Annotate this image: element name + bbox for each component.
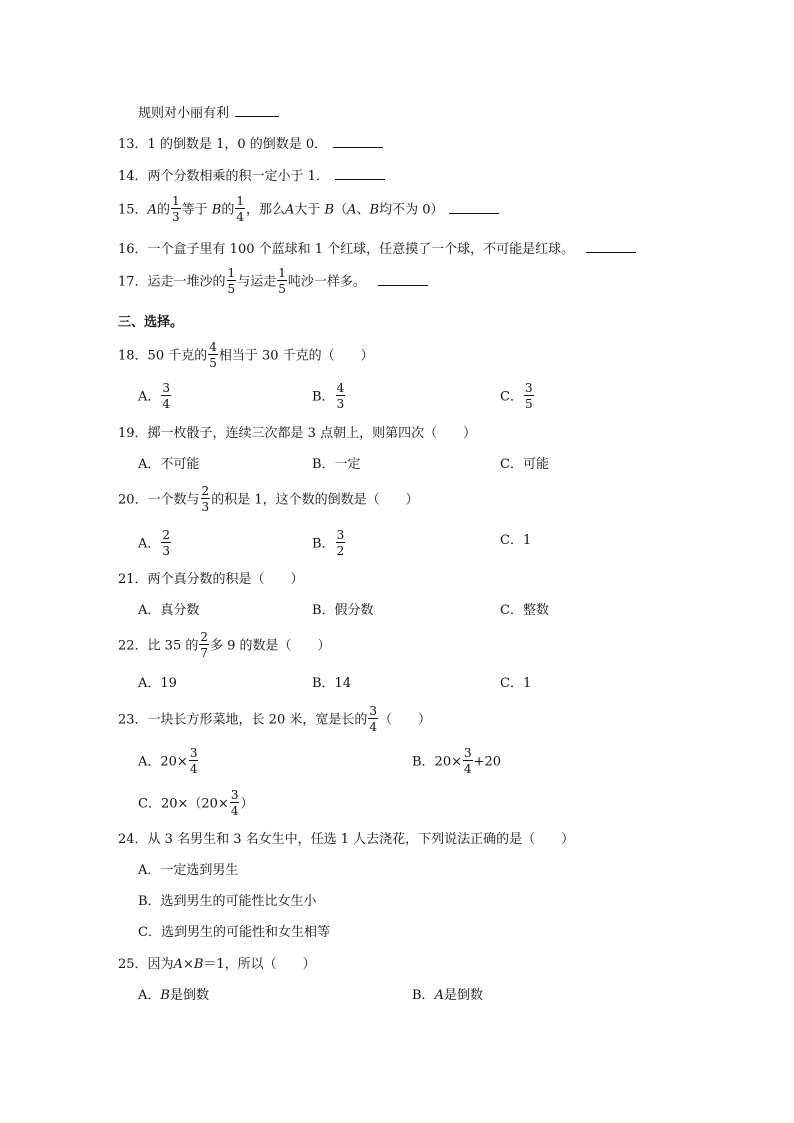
text: 与运走: [237, 274, 277, 290]
text: 均不为 0）: [379, 202, 444, 218]
text: ，那么: [245, 202, 285, 218]
question-text: 14．两个分数相乘的积一定小于 1．: [118, 169, 329, 184]
option-b[interactable]: B．假分数: [312, 603, 374, 618]
answer-blank[interactable]: [586, 238, 636, 253]
option-c[interactable]: [138, 788, 254, 818]
denominator: 5: [209, 356, 217, 370]
option-a[interactable]: [138, 985, 209, 1007]
question-18: [118, 342, 374, 370]
text: 大于: [294, 202, 321, 218]
option-a[interactable]: A．19: [138, 676, 177, 691]
variable-a: A: [173, 957, 183, 972]
question-20: [118, 486, 419, 514]
text: 吨沙一样多。: [287, 274, 366, 290]
question-14: [118, 165, 385, 185]
option-c[interactable]: C．1: [500, 533, 532, 548]
denominator: 4: [230, 804, 239, 818]
question-text: 规则对小丽有利: [138, 106, 230, 121]
fraction: [524, 382, 534, 410]
numerator: 3: [162, 381, 171, 395]
text: ×: [182, 957, 194, 972]
variable-b: B: [160, 988, 170, 1003]
question-text: 24．从 3 名男生和 3 名女生中，任选 1 人去浇花，下列说法正确的是（ ）: [118, 832, 575, 847]
question-number: 15．: [118, 202, 148, 218]
option-label: B．: [412, 988, 435, 1003]
fraction: [161, 382, 171, 410]
question-12-tail: [138, 102, 279, 122]
option-a[interactable]: A．真分数: [138, 603, 200, 618]
text: 的: [156, 202, 170, 218]
question-text: 18．50 千克的: [118, 348, 208, 364]
numerator: 1: [227, 266, 236, 280]
fraction: [227, 267, 237, 295]
variable-a: A: [284, 202, 295, 218]
answer-blank[interactable]: [378, 271, 428, 286]
option-b[interactable]: [412, 985, 483, 1007]
denominator: 4: [236, 210, 244, 224]
option-label: A．: [138, 389, 161, 405]
option-a[interactable]: [138, 528, 172, 558]
numerator: 4: [209, 340, 217, 354]
denominator: 7: [200, 646, 208, 660]
option-b[interactable]: [312, 381, 346, 411]
answer-blank[interactable]: [449, 199, 499, 214]
answer-blank[interactable]: [333, 133, 383, 148]
numerator: 1: [171, 194, 180, 208]
question-text: 22．比 35 的: [118, 638, 199, 654]
denominator: 3: [162, 544, 171, 558]
variable-a: A: [347, 202, 357, 218]
option-c[interactable]: C．1: [500, 676, 532, 691]
question-24: [118, 830, 574, 850]
denominator: 5: [278, 282, 286, 296]
text: 的: [221, 202, 235, 218]
option-label: B．: [312, 536, 335, 552]
text: +20: [473, 754, 502, 770]
answer-blank[interactable]: [235, 102, 279, 117]
option-c[interactable]: C．可能: [500, 457, 549, 472]
denominator: 3: [201, 500, 210, 514]
text: （ ）: [379, 712, 432, 728]
question-text: 16．一个盒子里有 100 个蓝球和 1 个红球，任意摸了一个球，不可能是红球。: [118, 242, 575, 257]
option-label: B．20×: [412, 754, 462, 770]
option-label: B．: [312, 389, 335, 405]
text: 是倒数: [443, 988, 483, 1003]
numerator: 3: [464, 746, 472, 760]
numerator: 3: [369, 704, 377, 718]
question-22: [118, 632, 331, 660]
question-19: [118, 424, 476, 444]
numerator: 3: [336, 528, 345, 542]
denominator: 3: [336, 397, 345, 411]
numerator: 2: [200, 630, 208, 644]
denominator: 4: [464, 762, 472, 776]
option-a[interactable]: [138, 381, 172, 411]
text: 是倒数: [169, 988, 209, 1003]
question-21: [118, 570, 304, 590]
option-b[interactable]: B．14: [312, 676, 352, 691]
option-b[interactable]: [412, 746, 502, 776]
fraction: [230, 789, 240, 817]
numerator: 1: [236, 194, 244, 208]
variable-b: B: [211, 202, 222, 218]
question-text: 23．一块长方形菜地，长 20 米，宽是长的: [118, 712, 368, 728]
question-text: 25．因为: [118, 957, 174, 972]
question-15: [118, 196, 499, 224]
denominator: 4: [369, 720, 377, 734]
numerator: 3: [189, 746, 198, 760]
variable-b: B: [193, 957, 204, 972]
question-23: [118, 706, 431, 734]
question-text: 20．一个数与: [118, 492, 200, 508]
text: 多 9 的数是（ ）: [210, 638, 331, 654]
question-13: [118, 133, 383, 153]
fraction: [463, 747, 473, 775]
option-a[interactable]: [138, 746, 199, 776]
numerator: 2: [201, 484, 210, 498]
option-c[interactable]: C．整数: [500, 603, 549, 618]
text: 的积是 1，这个数的倒数是（ ）: [211, 492, 419, 508]
fraction: [161, 529, 171, 557]
numerator: 3: [524, 381, 533, 395]
fraction: [368, 705, 378, 733]
option-a[interactable]: A．一定选到男生: [138, 863, 239, 878]
denominator: 4: [162, 397, 171, 411]
question-text: 13．1 的倒数是 1，0 的倒数是 0．: [118, 137, 328, 152]
question-text: 21．两个真分数的积是（ ）: [118, 572, 304, 587]
option-a[interactable]: A．不可能: [138, 457, 200, 472]
option-c[interactable]: [500, 381, 535, 411]
variable-a: A: [147, 202, 157, 218]
option-b[interactable]: B．选到男生的可能性比女生小: [138, 894, 317, 909]
fraction: [336, 529, 346, 557]
denominator: 3: [171, 210, 180, 224]
denominator: 5: [227, 282, 236, 296]
text: （: [334, 202, 348, 218]
fraction: [336, 382, 346, 410]
variable-a: A: [434, 988, 444, 1003]
text: ＝1，所以（ ）: [203, 957, 316, 972]
fraction: [277, 267, 287, 295]
question-17: [118, 268, 428, 296]
option-label: A．: [138, 536, 161, 552]
fraction: [199, 631, 209, 659]
text: 等于: [181, 202, 208, 218]
option-label: A．20×: [138, 754, 188, 770]
option-b[interactable]: [312, 528, 346, 558]
question-25: [118, 955, 316, 975]
fraction: [201, 485, 211, 513]
fraction: [208, 341, 218, 369]
option-label: A．: [138, 988, 161, 1003]
option-label: C．: [500, 389, 523, 405]
numerator: 4: [336, 381, 345, 395]
numerator: 2: [162, 528, 171, 542]
option-label: C．20×（20×: [138, 796, 229, 812]
numerator: 3: [230, 788, 239, 802]
text: 、: [356, 202, 370, 218]
denominator: 5: [524, 397, 533, 411]
fraction: [235, 195, 245, 223]
section-heading: 三、选择。: [118, 315, 184, 330]
fraction: [189, 747, 199, 775]
variable-b: B: [369, 202, 380, 218]
answer-blank[interactable]: [335, 165, 385, 180]
variable-b: B: [324, 202, 335, 218]
question-16: [118, 238, 636, 258]
denominator: 2: [336, 544, 345, 558]
option-c[interactable]: C．选到男生的可能性和女生相等: [138, 925, 330, 940]
text: ）: [240, 796, 254, 812]
denominator: 4: [189, 762, 198, 776]
text: 相当于 30 千克的（ ）: [218, 348, 374, 364]
fraction: [171, 195, 181, 223]
question-text: 17．运走一堆沙的: [118, 274, 226, 290]
option-b[interactable]: B．一定: [312, 457, 361, 472]
numerator: 1: [278, 266, 286, 280]
question-text: 19．掷一枚骰子，连续三次都是 3 点朝上，则第四次（ ）: [118, 426, 477, 441]
